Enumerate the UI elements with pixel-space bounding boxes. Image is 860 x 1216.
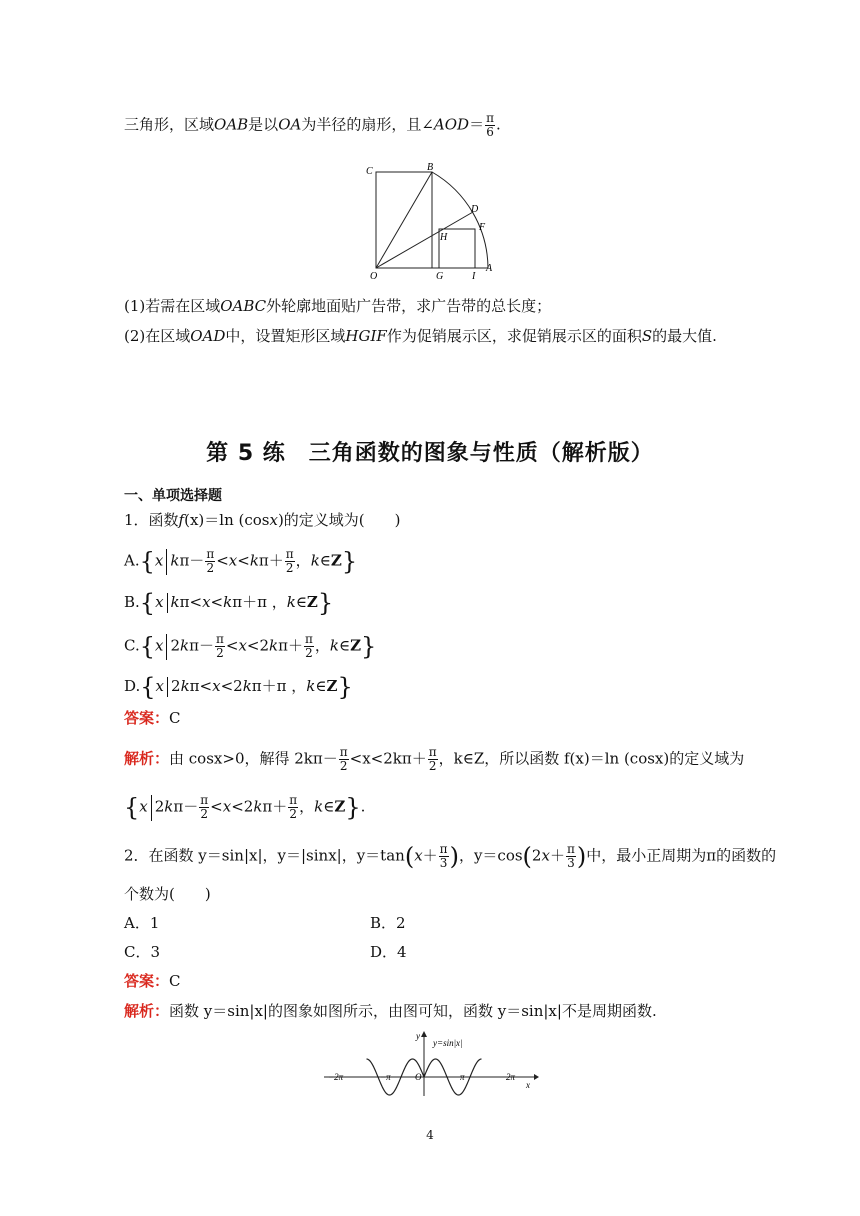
- y-axis-label: y: [416, 1031, 420, 1041]
- region-oabc: OABC: [220, 297, 267, 315]
- label-a: A: [486, 263, 493, 274]
- angle-aod: AOD: [433, 115, 470, 134]
- stem-text: (x)＝ln (cos: [184, 511, 270, 529]
- label-g: G: [436, 271, 444, 282]
- tick-label: π: [460, 1072, 465, 1082]
- region-oab: OAB: [214, 115, 249, 134]
- q1-text: 外轮廓地面贴广告带，求广告带的总长度；: [266, 297, 552, 315]
- region-oad: OAD: [190, 327, 226, 345]
- problem-1-answer: [124, 708, 181, 728]
- q2-text: 的最大值.: [652, 327, 717, 345]
- intro-text: 三角形，区域: [124, 115, 215, 134]
- option-a: A.{x kπ－ $\frac{\pi}{2}$ <x<kπ＋ $\frac{\pi}{2}$ ，k∈Z}: [124, 547, 358, 576]
- label-o: O: [370, 271, 378, 282]
- segment-od: [376, 212, 473, 268]
- q1-text: (1)若需在区域: [124, 297, 221, 315]
- sine-abs-graph: [320, 1030, 540, 1100]
- question-2-line: [124, 326, 717, 346]
- stem-text: )的定义域为( ): [277, 511, 401, 529]
- answer-value: C: [169, 972, 181, 990]
- analysis-text: ，k∈Z，所以函数 f(x)＝ln (cosx)的定义域为: [438, 749, 745, 768]
- problem-2-stem-line-2: 个数为( ): [124, 885, 211, 903]
- intro-text: .: [495, 115, 501, 134]
- section-heading: 一、单项选择题: [124, 488, 222, 504]
- x-axis-arrow: [534, 1074, 539, 1080]
- stem-text: 2．在函数 y＝sin|x|，y＝|sinx|，y＝tan: [124, 846, 405, 865]
- stem-text: f: [178, 511, 185, 529]
- q2-text: 中，设置矩形区域: [225, 327, 346, 345]
- segment-oa: OA: [278, 115, 302, 134]
- option-a: A．1: [124, 914, 160, 932]
- tick-label: −2π: [328, 1072, 344, 1082]
- problem-2-stem: 2．在函数 y＝sin|x|，y＝|sinx|，y＝tan(x＋ $\frac{\pi}{3}$ )，y＝cos(2x＋ $\frac{\pi}{3}$ )中，最小正周期为π的函数的: [124, 842, 777, 871]
- option-c: C．3: [124, 943, 161, 961]
- segment-ob: [376, 172, 432, 268]
- question-1-line: [124, 296, 551, 316]
- tick-label: 2π: [506, 1072, 516, 1082]
- problem-1-analysis: 解析：由 cosx>0，解得 2kπ－ $\frac{\pi}{2}$ <x<2kπ＋ $\frac{\pi}{2}$ ，k∈Z，所以函数 f(x)＝ln (cosx)的定义域为: [124, 745, 745, 773]
- option-b: B.{x kπ<x<kπ＋π ，k∈Z}: [124, 589, 334, 617]
- label-f: F: [479, 222, 486, 233]
- intro-text: ＝: [469, 115, 485, 134]
- option-d: D.{x 2kπ<x<2kπ＋π ，k∈Z}: [124, 673, 353, 701]
- answer-value: C: [169, 709, 181, 727]
- label-i: I: [472, 271, 476, 282]
- option-label: A.: [124, 551, 140, 570]
- analysis-label: 解析：: [124, 749, 170, 768]
- option-b: B．2: [370, 914, 406, 932]
- analysis-text: 由 cosx>0，解得 2kπ－: [169, 749, 338, 768]
- tick-label: −π: [380, 1072, 391, 1082]
- label-c: C: [366, 166, 373, 177]
- fraction-pi-6: $\frac{\pi}{6}$: [486, 111, 494, 139]
- option-c: C.{x 2kπ－ $\frac{\pi}{2}$ <x<2kπ＋ $\frac{\pi}{2}$ ，k∈Z}: [124, 632, 377, 661]
- label-d: D: [471, 204, 479, 215]
- q2-text: (2)在区域: [124, 327, 191, 345]
- answer-label: 答案：: [124, 972, 170, 990]
- label-h: H: [440, 232, 448, 243]
- stem-text: 中，最小正周期为π的函数的: [586, 846, 777, 865]
- answer-label: 答案：: [124, 709, 170, 727]
- option-label: C.: [124, 636, 140, 655]
- intro-text: 是以: [248, 115, 279, 134]
- problem-1-stem: [124, 510, 401, 530]
- stem-text: x: [269, 511, 278, 529]
- area-s: S: [641, 327, 653, 345]
- option-label: D.: [124, 677, 141, 695]
- curve-label: y=sin|x|: [433, 1038, 463, 1048]
- problem-1-domain-result: {x 2kπ－ $\frac{\pi}{2}$ <x<2kπ＋ $\frac{\pi}{2}$ ，k∈Z}.: [124, 793, 366, 822]
- y-axis-arrow: [421, 1031, 427, 1037]
- analysis-label: 解析：: [124, 1002, 170, 1020]
- region-hgif: HGIF: [345, 327, 387, 345]
- stem-text: 1．函数: [124, 511, 179, 529]
- option-label: B.: [124, 593, 140, 611]
- q2-text: 作为促销展示区，求促销展示区的面积: [386, 327, 642, 345]
- intro-text: 为半径的扇形，且∠: [301, 115, 434, 134]
- page-number: 4: [426, 1128, 434, 1142]
- x-axis-label: x: [526, 1080, 530, 1090]
- analysis-text: <x<2kπ＋: [349, 749, 427, 768]
- option-d: D．4: [370, 943, 407, 961]
- origin-label: O: [415, 1072, 422, 1082]
- sector-figure: [362, 160, 502, 282]
- analysis-text: 函数 y＝sin|x|的图象如图所示，由图可知，函数 y＝sin|x|不是周期函数.: [169, 1002, 657, 1020]
- problem-2-analysis: [124, 1001, 657, 1021]
- label-b: B: [427, 162, 434, 173]
- page-title: 第 5 练 三角函数的图象与性质（解析版）: [206, 441, 654, 466]
- intro-line: [124, 112, 501, 139]
- problem-2-answer: [124, 971, 181, 991]
